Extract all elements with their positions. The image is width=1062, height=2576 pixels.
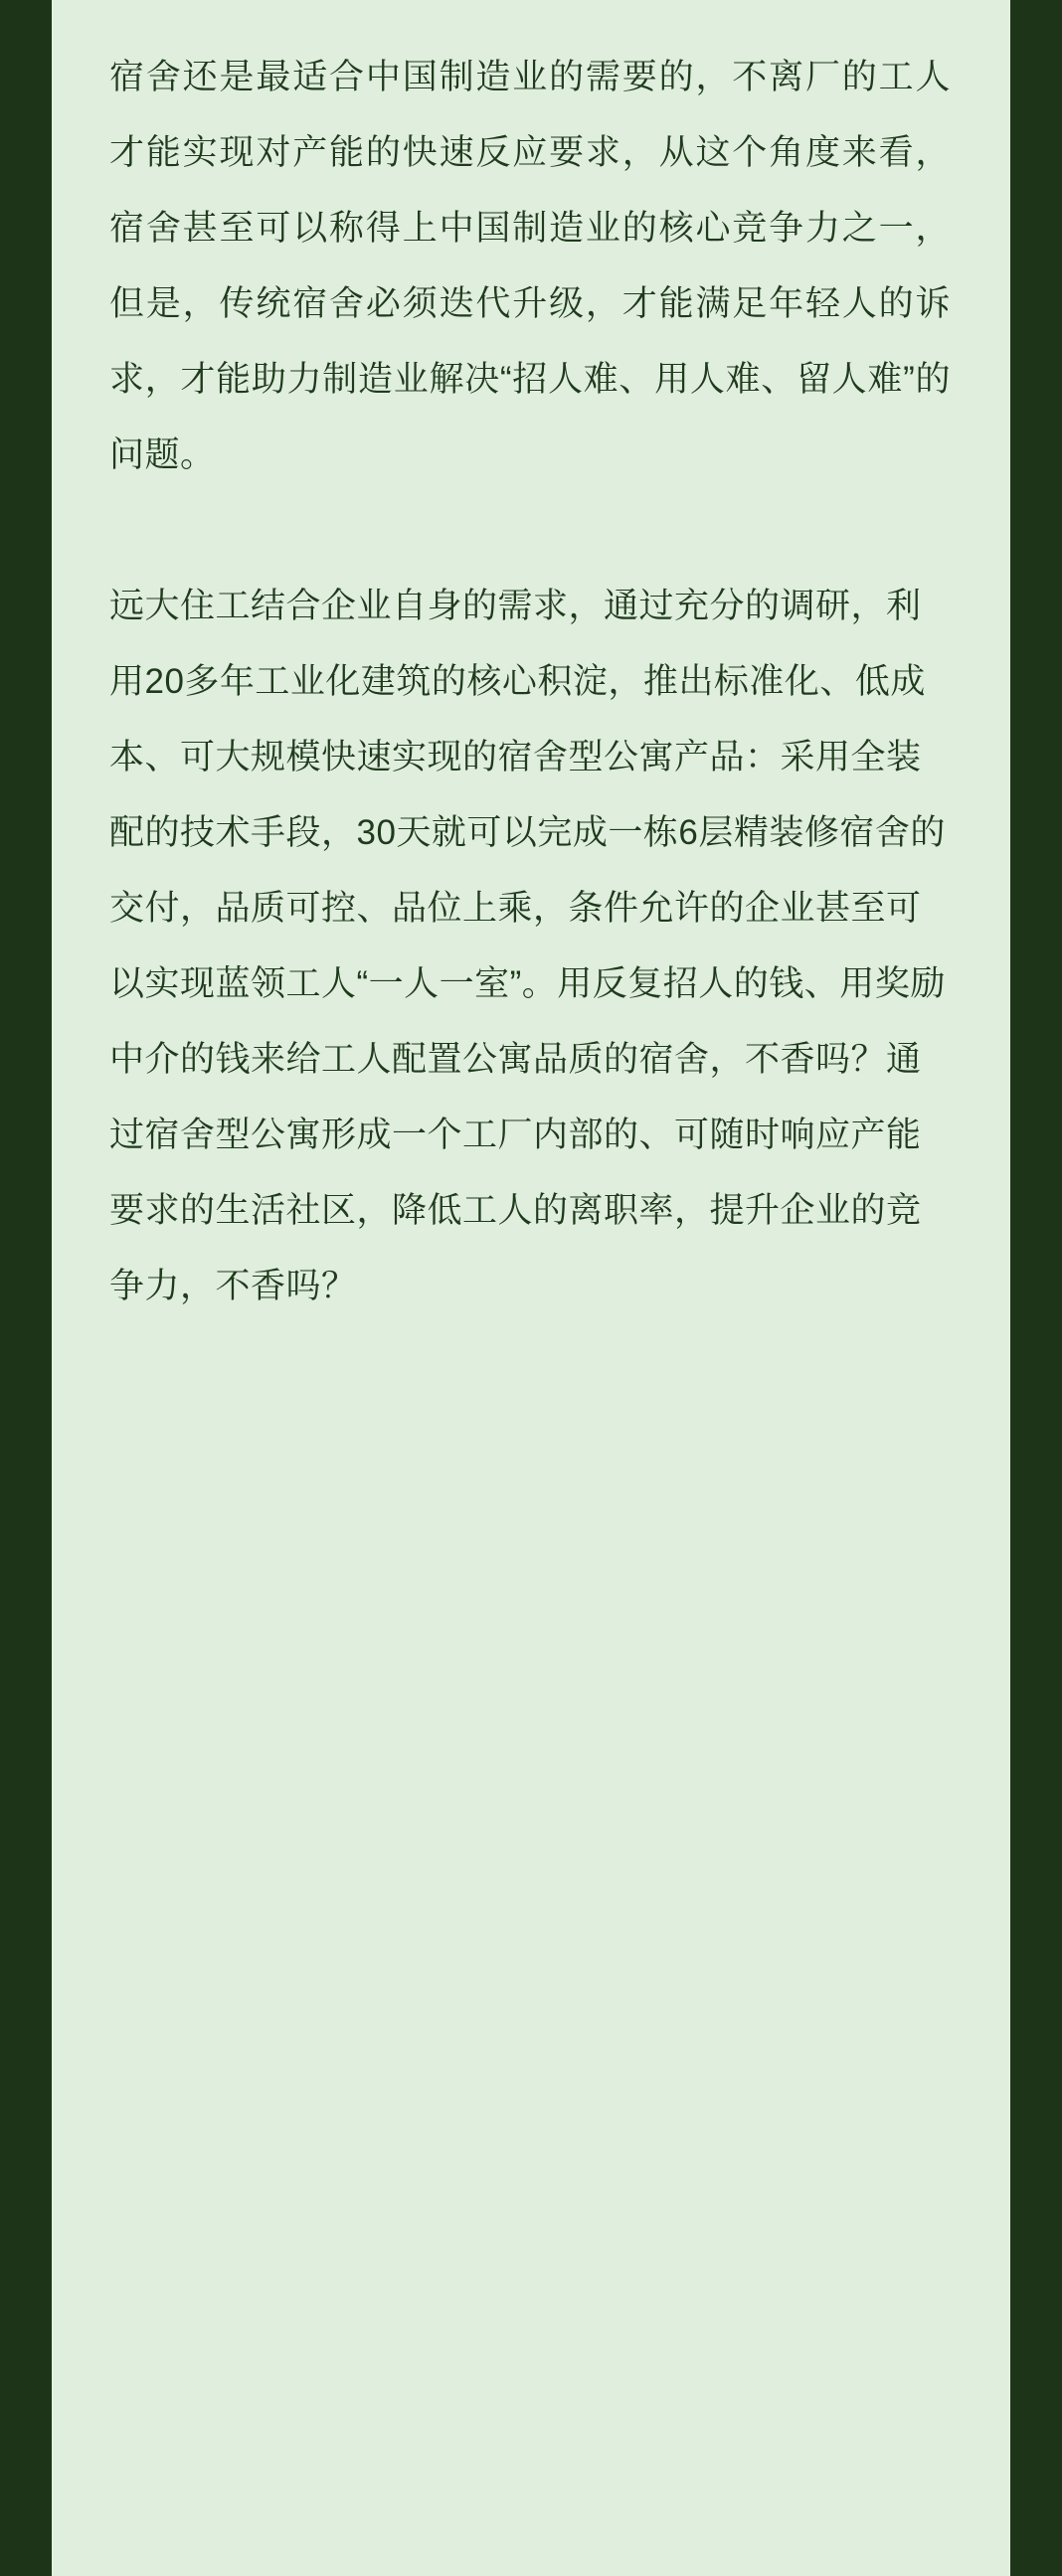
- paragraph-2: 远大住工结合企业自身的需求，通过充分的调研，利用20多年工业化建筑的核心积淀，推出标准化、低成本、可大规模快速实现的宿舍型公寓产品：采用全装配的技术手段，30天就可以完成一栋6层精装修宿舍的交付，品质可控、品位上乘，条件允许的企业甚至可以实现蓝领工人“一人一室”。用反复招人的钱、用奖励中介的钱来给工人配置公寓品质的宿舍，不香吗？通过宿舍型公寓形成一个工厂内部的、可随时响应产能要求的生活社区，降低工人的离职率，提升企业的竞争力，不香吗？: [109, 587, 946, 1305]
- paragraph-1: 宿舍还是最适合中国制造业的需要的，不离厂的工人才能实现对产能的快速反应要求，从这个角度来看，宿舍甚至可以称得上中国制造业的核心竞争力之一，但是，传统宿舍必须迭代升级，才能满足年轻人的诉求，才能助力制造业解决“招人难、用人难、留人难”的问题。: [109, 58, 951, 474]
- article-body: [52, 0, 1010, 2576]
- article-card: [52, 0, 1010, 2576]
